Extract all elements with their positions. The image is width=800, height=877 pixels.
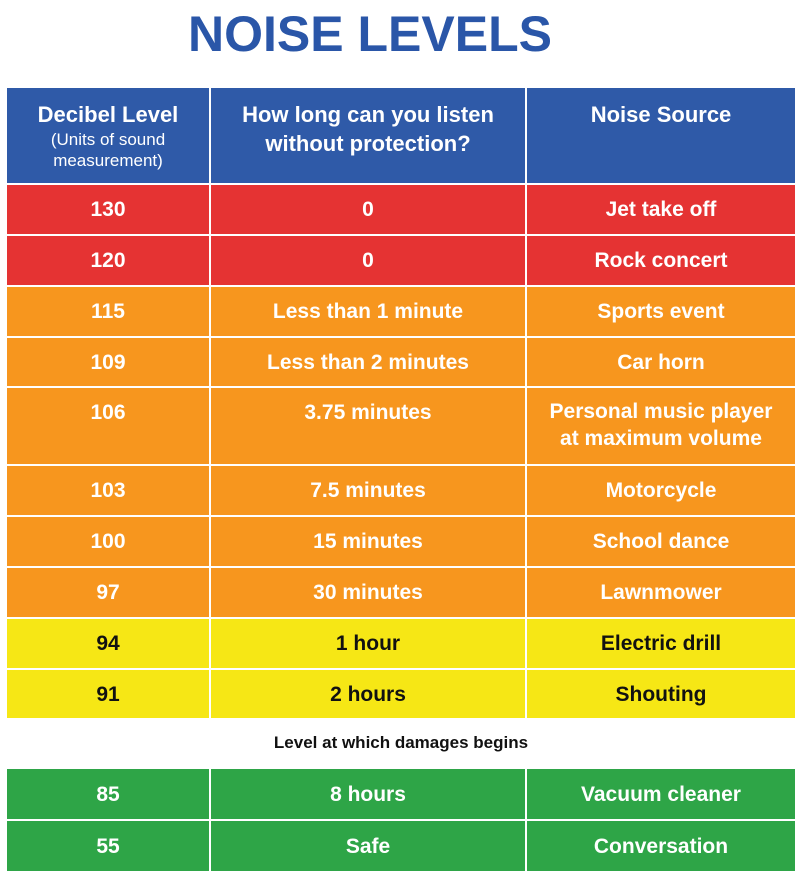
header-source (527, 88, 795, 185)
damage-threshold-note: Level at which damages begins (273, 733, 529, 752)
duration-cell: 15 minutes (211, 517, 527, 568)
duration-cell: 7.5 minutes (211, 466, 527, 517)
table-row (7, 287, 795, 338)
duration-cell: 8 hours (211, 769, 527, 821)
source-cell: Electric drill (527, 619, 795, 670)
duration-cell: Safe (211, 821, 527, 873)
header-decibel-sub-2: measurement) (53, 151, 163, 170)
header-decibel-label: Decibel Level (37, 102, 179, 127)
source-cell: Car horn (527, 338, 795, 388)
source-cell: School dance (527, 517, 795, 568)
duration-cell: 3.75 minutes (211, 388, 527, 466)
table-row (7, 388, 795, 466)
table-row (7, 619, 795, 670)
decibel-cell: 85 (7, 769, 211, 821)
table-row (7, 769, 795, 821)
table-row (7, 568, 795, 619)
duration-cell: 1 hour (211, 619, 527, 670)
decibel-cell: 115 (7, 287, 211, 338)
table-row (7, 821, 795, 873)
table-row (7, 670, 795, 720)
page-title: NOISE LEVELS (188, 6, 552, 62)
header-duration-line-1: How long can you listen (242, 102, 494, 127)
source-cell: Shouting (527, 670, 795, 720)
decibel-cell: 130 (7, 185, 211, 236)
table-row (7, 338, 795, 388)
source-cell: Jet take off (527, 185, 795, 236)
source-cell: Lawnmower (527, 568, 795, 619)
table-row (7, 466, 795, 517)
duration-cell: 2 hours (211, 670, 527, 720)
source-cell: Vacuum cleaner (527, 769, 795, 821)
duration-cell: Less than 1 minute (211, 287, 527, 338)
decibel-cell: 94 (7, 619, 211, 670)
header-source-label: Noise Source (590, 102, 732, 127)
decibel-cell: 100 (7, 517, 211, 568)
decibel-cell: 106 (7, 388, 211, 466)
decibel-cell: 97 (7, 568, 211, 619)
header-decibel (7, 88, 211, 185)
decibel-cell: 109 (7, 338, 211, 388)
source-line-2: at maximum volume (560, 427, 762, 450)
header-duration-line-2: without protection? (265, 131, 471, 156)
header-duration (211, 88, 527, 185)
source-cell (527, 388, 795, 466)
header-decibel-sub-1: (Units of sound (50, 130, 166, 149)
decibel-cell: 55 (7, 821, 211, 873)
duration-cell: 0 (211, 236, 527, 287)
source-line-1: Personal music player (549, 400, 773, 423)
source-cell: Motorcycle (527, 466, 795, 517)
table-header (7, 88, 795, 185)
table-row (7, 517, 795, 568)
table-row (7, 185, 795, 236)
decibel-cell: 91 (7, 670, 211, 720)
source-cell: Conversation (527, 821, 795, 873)
decibel-cell: 103 (7, 466, 211, 517)
source-cell: Rock concert (527, 236, 795, 287)
decibel-cell: 120 (7, 236, 211, 287)
duration-cell: 30 minutes (211, 568, 527, 619)
source-cell: Sports event (527, 287, 795, 338)
table-row (7, 236, 795, 287)
duration-cell: 0 (211, 185, 527, 236)
duration-cell: Less than 2 minutes (211, 338, 527, 388)
